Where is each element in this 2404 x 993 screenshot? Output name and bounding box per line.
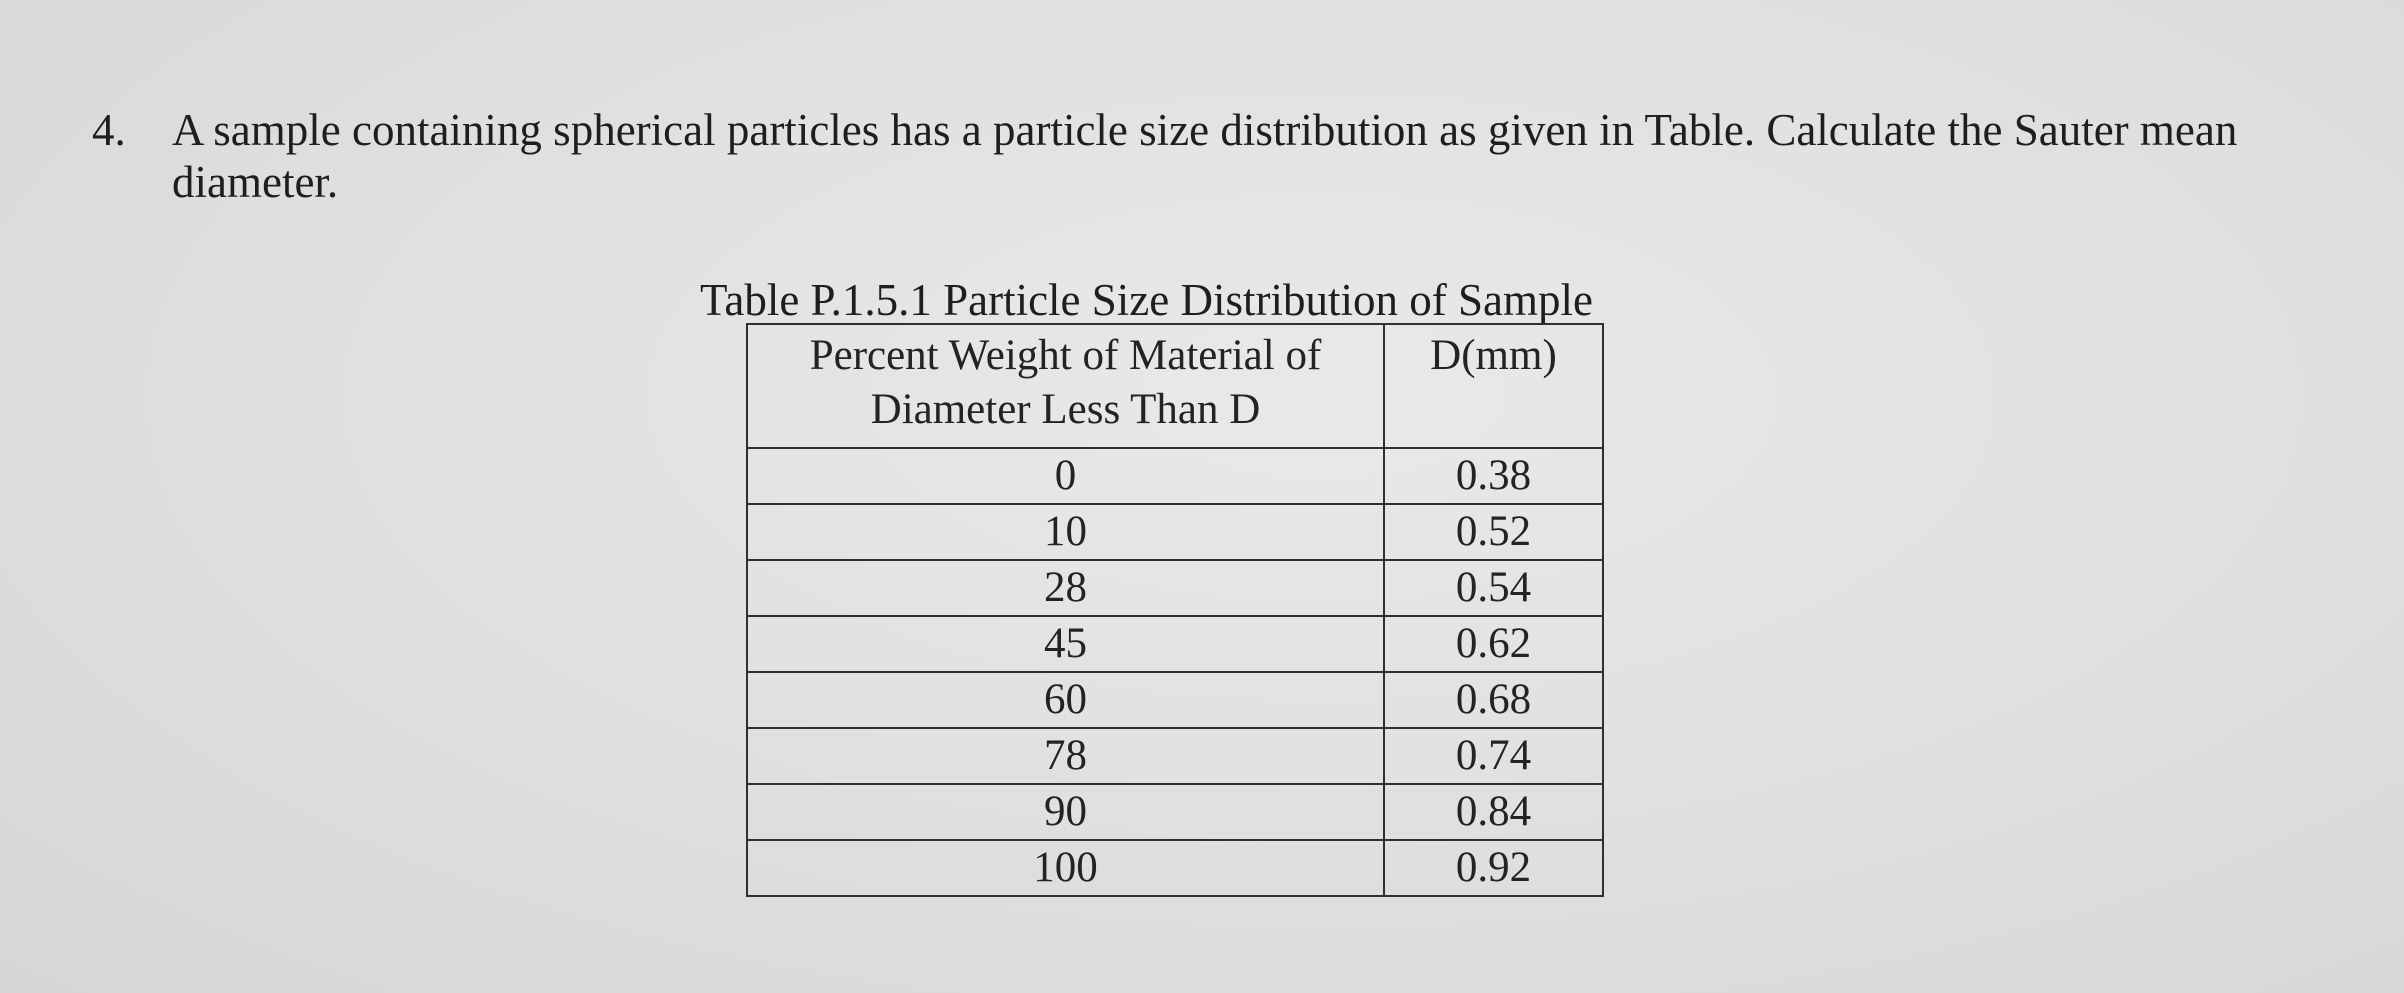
table-caption: Table P.1.5.1 Particle Size Distribution of Sample — [700, 275, 1593, 325]
table-row — [747, 448, 1603, 504]
cell-percent: 10 — [747, 504, 1384, 560]
table-row — [747, 616, 1603, 672]
table-row — [747, 560, 1603, 616]
cell-diameter: 0.74 — [1384, 728, 1603, 784]
cell-diameter: 0.84 — [1384, 784, 1603, 840]
cell-percent: 28 — [747, 560, 1384, 616]
problem-number: 4. — [92, 105, 126, 155]
cell-diameter: 0.54 — [1384, 560, 1603, 616]
cell-diameter: 0.62 — [1384, 616, 1603, 672]
cell-percent: 90 — [747, 784, 1384, 840]
cell-percent: 45 — [747, 616, 1384, 672]
header-percent-weight: Percent Weight of Material of Diameter Less Than D — [747, 324, 1384, 448]
cell-diameter: 0.92 — [1384, 840, 1603, 896]
table-row — [747, 672, 1603, 728]
problem-text: A sample containing spherical particles has a particle size distribution as given in Table. Calculate the Sauter mean diameter. — [172, 105, 2238, 207]
table-row — [747, 504, 1603, 560]
problem-statement — [92, 104, 2322, 208]
particle-size-table — [746, 323, 1604, 897]
table-row — [747, 784, 1603, 840]
cell-percent: 60 — [747, 672, 1384, 728]
table-row — [747, 728, 1603, 784]
cell-diameter: 0.38 — [1384, 448, 1603, 504]
header-diameter: D(mm) — [1384, 324, 1603, 448]
cell-diameter: 0.52 — [1384, 504, 1603, 560]
cell-percent: 0 — [747, 448, 1384, 504]
cell-percent: 100 — [747, 840, 1384, 896]
table-header-row — [747, 324, 1603, 448]
cell-percent: 78 — [747, 728, 1384, 784]
cell-diameter: 0.68 — [1384, 672, 1603, 728]
table-row — [747, 840, 1603, 896]
